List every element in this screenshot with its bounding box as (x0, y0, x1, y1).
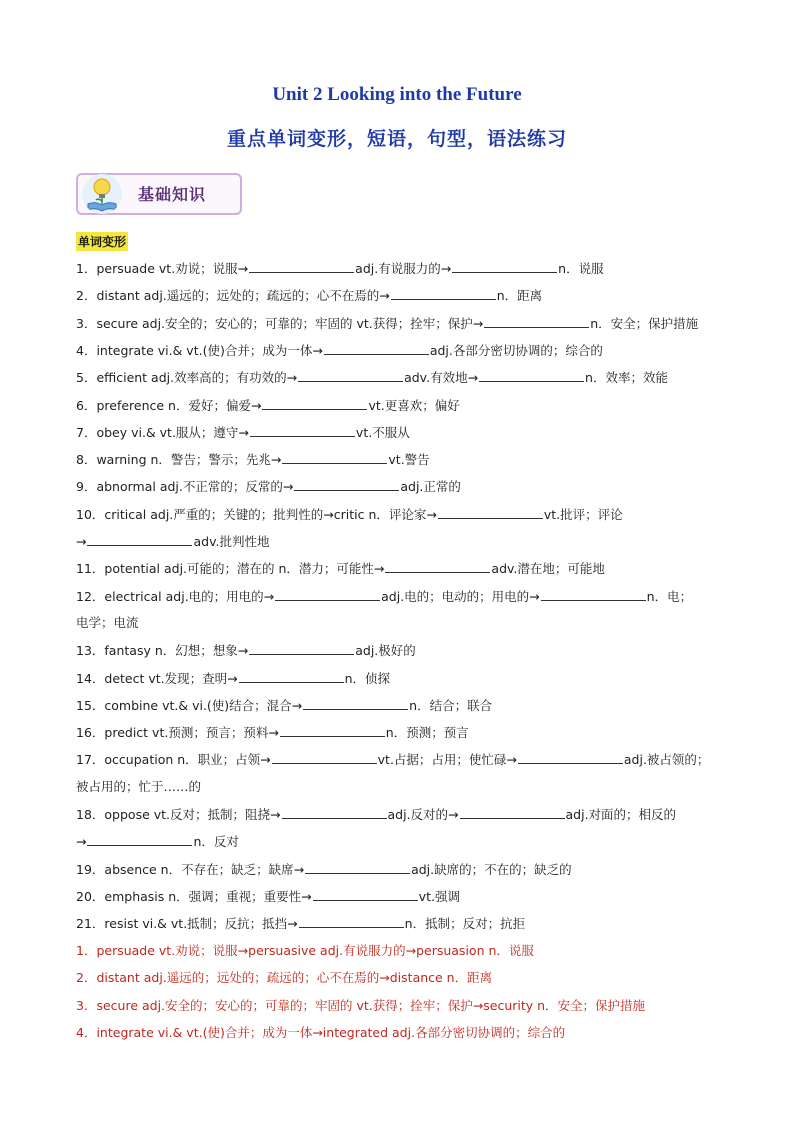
exercise-line: → n．反对 (76, 834, 239, 849)
answer-blank[interactable] (452, 259, 557, 273)
section-banner (76, 170, 248, 218)
answer-blank[interactable] (87, 532, 192, 546)
answer-line: 2．distant adj.遥远的；远处的；疏远的；心不在焉的→distance n．距离 (76, 970, 493, 985)
answer-line: 3．secure adj.安全的；安心的；可靠的；牢固的 vt.获得；拴牢；保护→security n．安全；保护措施 (76, 998, 646, 1013)
exercise-line: 21．resist vi.& vt.抵制；反抗；抵挡→ n．抵制；反对；抗拒 (76, 916, 526, 931)
answer-blank[interactable] (438, 505, 543, 519)
exercise-line: 18．oppose vt.反对；抵制；阻挠→ adj.反对的→ adj.对面的；相反的 (76, 807, 677, 822)
answer-blank[interactable] (518, 750, 623, 764)
answer-blank[interactable] (249, 641, 354, 655)
exercise-line: 8．warning n．警告；警示；先兆→ vt.警告 (76, 452, 430, 467)
exercise-line: 19．absence n．不存在；缺乏；缺席→ adj.缺席的；不在的；缺乏的 (76, 862, 572, 877)
answer-blank[interactable] (541, 587, 646, 601)
exercise-line: 15．combine vt.& vi.(使)结合；混合→ n．结合；联合 (76, 698, 493, 713)
answer-blank[interactable] (282, 805, 387, 819)
answer-line: 1．persuade vt.劝说；说服→persuasive adj.有说服力的→persuasion n．说服 (76, 943, 534, 958)
exercise-line: 1．persuade vt.劝说；说服→ adj.有说服力的→ n．说服 (76, 261, 604, 276)
lightbulb-book-icon (82, 174, 122, 214)
exercise-line: 20．emphasis n．强调；重视；重要性→ vt.强调 (76, 889, 460, 904)
answer-blank[interactable] (303, 696, 408, 710)
answer-blank[interactable] (250, 423, 355, 437)
answer-blank[interactable] (299, 914, 404, 928)
exercise-line: 3．secure adj.安全的；安心的；可靠的；牢固的 vt.获得；拴牢；保护→ n．安全；保护措施 (76, 316, 699, 331)
answer-blank[interactable] (87, 832, 192, 846)
exercise-line: 电学；电流 (76, 615, 139, 630)
answer-blank[interactable] (479, 368, 584, 382)
answer-blank[interactable] (298, 368, 403, 382)
answer-blank[interactable] (484, 314, 589, 328)
exercise-line: 被占用的；忙于……的 (76, 779, 202, 794)
exercise-line: 4．integrate vi.& vt.(使)合并；成为一体→ adj.各部分密切协调的；综合的 (76, 343, 603, 358)
exercise-line: 10．critical adj.严重的；关键的；批判性的→critic n．评论家→ vt.批评；评论 (76, 507, 623, 522)
exercise-line: 9．abnormal adj.不正常的；反常的→ adj.正常的 (76, 479, 461, 494)
answer-blank[interactable] (460, 805, 565, 819)
answer-blank[interactable] (239, 669, 344, 683)
exercise-line: 16．predict vt.预测；预言；预料→ n．预测；预言 (76, 725, 469, 740)
answer-blank[interactable] (385, 559, 490, 573)
exercise-line: 12．electrical adj.电的；用电的→ adj.电的；电动的；用电的→ n．电； (76, 589, 693, 604)
exercise-line: 5．efficient adj.效率高的；有功效的→ adv.有效地→ n．效率；效能 (76, 370, 668, 385)
exercise-line: 6．preference n．爱好；偏爱→ vt.更喜欢；偏好 (76, 398, 460, 413)
exercise-line: 13．fantasy n．幻想；想象→ adj.极好的 (76, 643, 416, 658)
answer-line: 4．integrate vi.& vt.(使)合并；成为一体→integrated adj.各部分密切协调的；综合的 (76, 1025, 566, 1040)
page-subtitle: 重点单词变形，短语，句型，语法练习 (226, 128, 567, 150)
answer-blank[interactable] (391, 286, 496, 300)
answer-blank[interactable] (313, 887, 418, 901)
answer-blank[interactable] (282, 450, 387, 464)
section-label: 单词变形 (76, 232, 128, 251)
exercise-line: 7．obey vi.& vt.服从；遵守→ vt.不服从 (76, 425, 410, 440)
banner-label: 基础知识 (138, 185, 207, 204)
answer-blank[interactable] (262, 396, 367, 410)
exercise-line: 2．distant adj.遥远的；远处的；疏远的；心不在焉的→ n．距离 (76, 288, 543, 303)
exercise-line: 17．occupation n．职业；占领→ vt.占据；占用；使忙碌→ adj.被占领的； (76, 752, 710, 767)
answer-blank[interactable] (280, 723, 385, 737)
answer-blank[interactable] (275, 587, 380, 601)
answer-blank[interactable] (272, 750, 377, 764)
exercise-line: 11．potential adj.可能的；潜在的 n．潜力；可能性→ adv.潜在地；可能地 (76, 561, 605, 576)
exercise-line: 14．detect vt.发现；查明→ n．侦探 (76, 671, 391, 686)
answer-blank[interactable] (294, 477, 399, 491)
answer-blank[interactable] (324, 341, 429, 355)
answer-blank[interactable] (305, 860, 410, 874)
exercise-line: → adv.批判性地 (76, 534, 270, 549)
answer-blank[interactable] (249, 259, 354, 273)
page-title: Unit 2 Looking into the Future (272, 84, 522, 105)
